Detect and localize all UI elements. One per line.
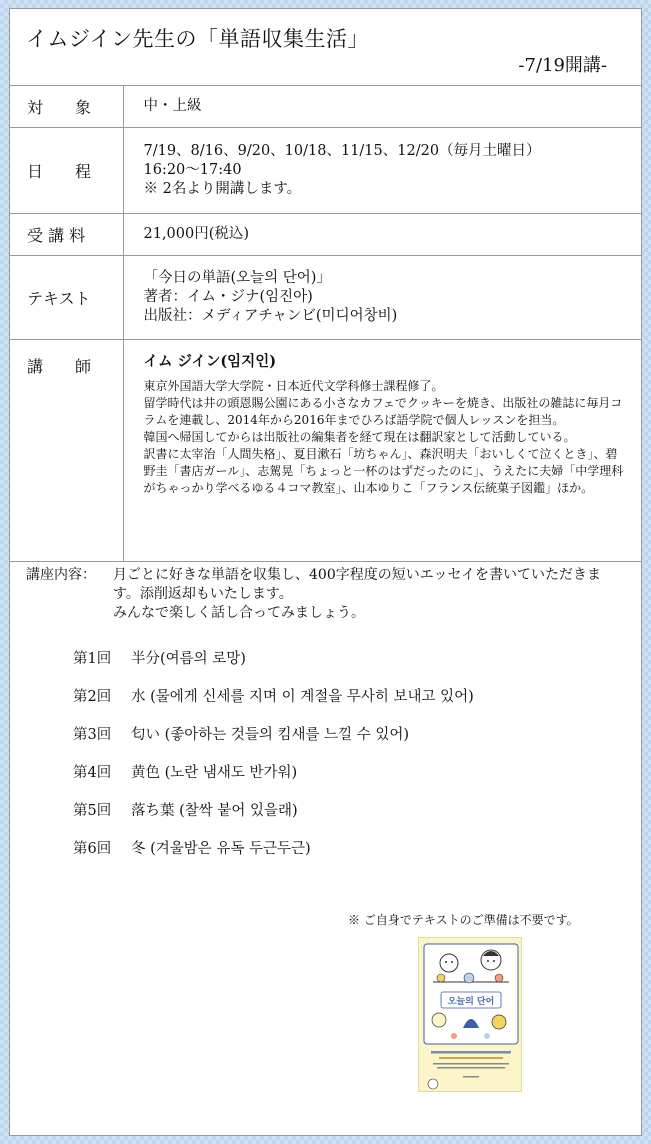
textbook-note: ※ ご自身でテキストのご準備は不要です。: [348, 913, 579, 927]
target-value: 中・上級: [123, 86, 641, 127]
textbook-publisher: 出版社：メディアチャンビ(미디어창비): [143, 307, 398, 324]
session-title: 匂い (좋아하는 것들의 킴새를 느낄 수 있어): [131, 727, 410, 743]
session-number: 第5回: [73, 803, 112, 819]
session-title: 半分(여름의 로망): [131, 651, 246, 667]
schedule-time: 16:20〜17:40: [143, 161, 242, 178]
book-cover-illustration: [419, 938, 522, 1092]
schedule-dates: 7/19、8/16、9/20、10/18、11/15、12/20（毎月土曜日）: [143, 142, 541, 159]
content-line: みんなで楽しく話し合ってみましょう。: [113, 605, 365, 621]
content-label: 講座内容：: [26, 567, 96, 583]
row-textbook: [10, 255, 641, 339]
content-text: [26, 566, 641, 623]
course-content: [10, 566, 641, 1007]
session-title: 冬 (겨울밤은 유독 두근두근): [131, 841, 311, 857]
session-number: 第3回: [73, 727, 112, 743]
flyer-sheet: [9, 8, 642, 1136]
row-target: [10, 86, 641, 127]
session-title: 水 (물에게 신세를 지며 이 계절을 무사히 보내고 있어): [131, 689, 474, 705]
teacher-bio-line: 留学時代は井の頭恩賜公園にある小さなカフェでクッキーを焼き、出版社の雑誌に毎月コラムを連載し、2014年から2016年までひろば語学院で個人レッスンを担当。: [143, 395, 623, 427]
row-teacher: [10, 339, 641, 561]
teacher-name: イム ジイン(임지인): [143, 352, 277, 370]
session-number: 第4回: [73, 765, 112, 781]
book-cover-image: [418, 937, 522, 1092]
fee-label: 受 講 料: [10, 213, 123, 255]
start-date: -7/19開講-: [518, 55, 607, 76]
textbook-label: テキスト: [10, 255, 123, 339]
page-title: イムジイン先生の「単語収集生活」: [26, 27, 369, 51]
textbook-value: [123, 255, 641, 339]
row-fee: [10, 213, 641, 255]
teacher-bio: [144, 378, 642, 509]
content-line: 月ごとに好きな単語を収集し、400字程度の短いエッセイを書いていただきます。添削返却もいたします。: [113, 567, 602, 602]
session-item: [73, 726, 641, 764]
content-description: [10, 566, 641, 623]
session-list: [10, 650, 641, 878]
schedule-label: 日 程: [10, 127, 123, 213]
teacher-bio-line: 東京外国語大学大学院・日本近代文学科修士課程修了。: [143, 378, 444, 393]
schedule-note: ※ 2名より開講します。: [143, 180, 302, 197]
teacher-bio-line: 韓国へ帰国してからは出版社の編集者を経て現在は翻訳家として活動している。: [143, 429, 576, 444]
schedule-value: [123, 127, 641, 213]
session-title: 黄色 (노란 냄새도 반가워): [131, 765, 298, 781]
session-item: [73, 688, 641, 726]
textbook-title: 「今日の単語(오늘의 단어)」: [143, 269, 331, 286]
teacher-bio-line: 訳書に太宰治「人間失格」、夏目漱石「坊ちゃん」、森沢明夫「おいしくて泣くとき」、碧野圭「書店ガール」、志駕晃「ちょっと一杯のはずだったのに」、うえたに夫婦「中学理科がちゃっかり学べるゆる４コマ教室」、山本ゆりこ「フランス伝統菓子図鑑」ほか。: [143, 446, 624, 495]
fee-value: 21,000円(税込): [123, 213, 641, 255]
teacher-value: [123, 339, 641, 561]
session-item: [73, 840, 641, 878]
row-schedule: [10, 127, 641, 213]
textbook-author: 著者：イム・ジナ(임진아): [143, 288, 313, 305]
session-item: [73, 764, 641, 802]
info-table: [10, 86, 641, 562]
session-item: [73, 650, 641, 688]
session-number: 第1回: [73, 651, 112, 667]
teacher-label: 講 師: [10, 339, 123, 561]
session-number: 第6回: [73, 841, 112, 857]
session-number: 第2回: [73, 689, 112, 705]
book-cover-title: 오늘의 단어: [447, 997, 495, 1007]
session-title: 落ち葉 (찰싹 붙어 있을래): [131, 803, 298, 819]
session-item: [73, 802, 641, 840]
target-label: 対 象: [10, 86, 123, 127]
header: [10, 9, 641, 86]
